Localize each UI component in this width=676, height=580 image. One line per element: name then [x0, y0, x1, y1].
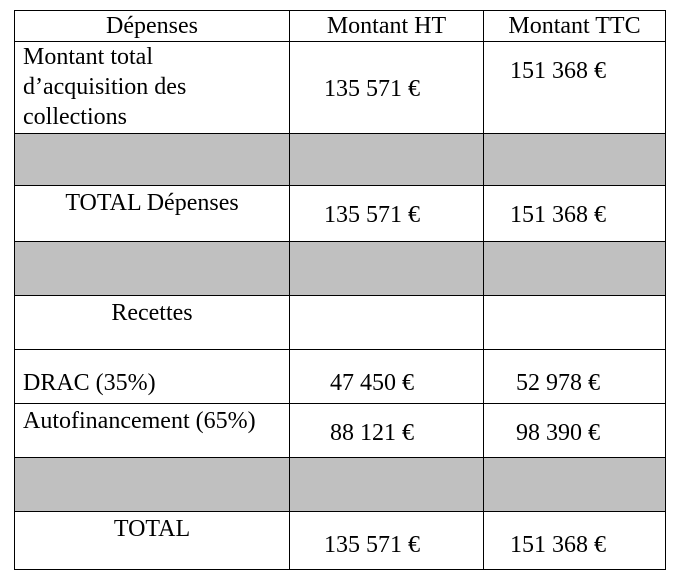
table-row-gray-separator-2 — [15, 242, 666, 296]
header-montant-ht: Montant HT — [290, 11, 484, 42]
recettes-ht-empty — [290, 296, 484, 350]
acquisition-label-line2: d’acquisition des — [23, 74, 187, 100]
gray-cell — [484, 242, 666, 296]
acquisition-label-line1: Montant total — [23, 44, 153, 70]
table-row-recettes — [15, 296, 666, 350]
table-row-autofinancement — [15, 404, 666, 458]
autofinancement-ht: 88 121 € — [290, 404, 484, 458]
total-depenses-ttc: 151 368 € — [484, 186, 666, 242]
table-row-gray-separator-3 — [15, 458, 666, 512]
total-ht: 135 571 € — [290, 512, 484, 570]
gray-cell — [290, 242, 484, 296]
drac-ht: 47 450 € — [290, 350, 484, 404]
drac-label: DRAC (35%) — [15, 350, 290, 404]
total-ttc: 151 368 € — [484, 512, 666, 570]
header-row — [15, 11, 666, 42]
recettes-label: Recettes — [15, 296, 290, 350]
gray-cell — [484, 458, 666, 512]
header-depenses: Dépenses — [15, 11, 290, 42]
gray-cell — [484, 134, 666, 186]
table-row-acquisition — [15, 42, 666, 134]
table-row-gray-separator-1 — [15, 134, 666, 186]
table-row-total-depenses — [15, 186, 666, 242]
gray-cell — [15, 242, 290, 296]
gray-cell — [290, 458, 484, 512]
gray-cell — [15, 134, 290, 186]
table-row-drac — [15, 350, 666, 404]
budget-table — [14, 10, 666, 570]
drac-ttc: 52 978 € — [484, 350, 666, 404]
total-depenses-label: TOTAL Dépenses — [15, 186, 290, 242]
acquisition-ht: 135 571 € — [290, 42, 484, 134]
recettes-ttc-empty — [484, 296, 666, 350]
acquisition-label-cell — [15, 42, 290, 134]
table-row-total — [15, 512, 666, 570]
header-montant-ttc: Montant TTC — [484, 11, 666, 42]
gray-cell — [290, 134, 484, 186]
autofinancement-label: Autofinancement (65%) — [15, 404, 290, 458]
total-depenses-ht: 135 571 € — [290, 186, 484, 242]
total-label: TOTAL — [15, 512, 290, 570]
gray-cell — [15, 458, 290, 512]
acquisition-label-line3: collections — [23, 104, 127, 130]
autofinancement-ttc: 98 390 € — [484, 404, 666, 458]
acquisition-ttc: 151 368 € — [484, 42, 666, 134]
